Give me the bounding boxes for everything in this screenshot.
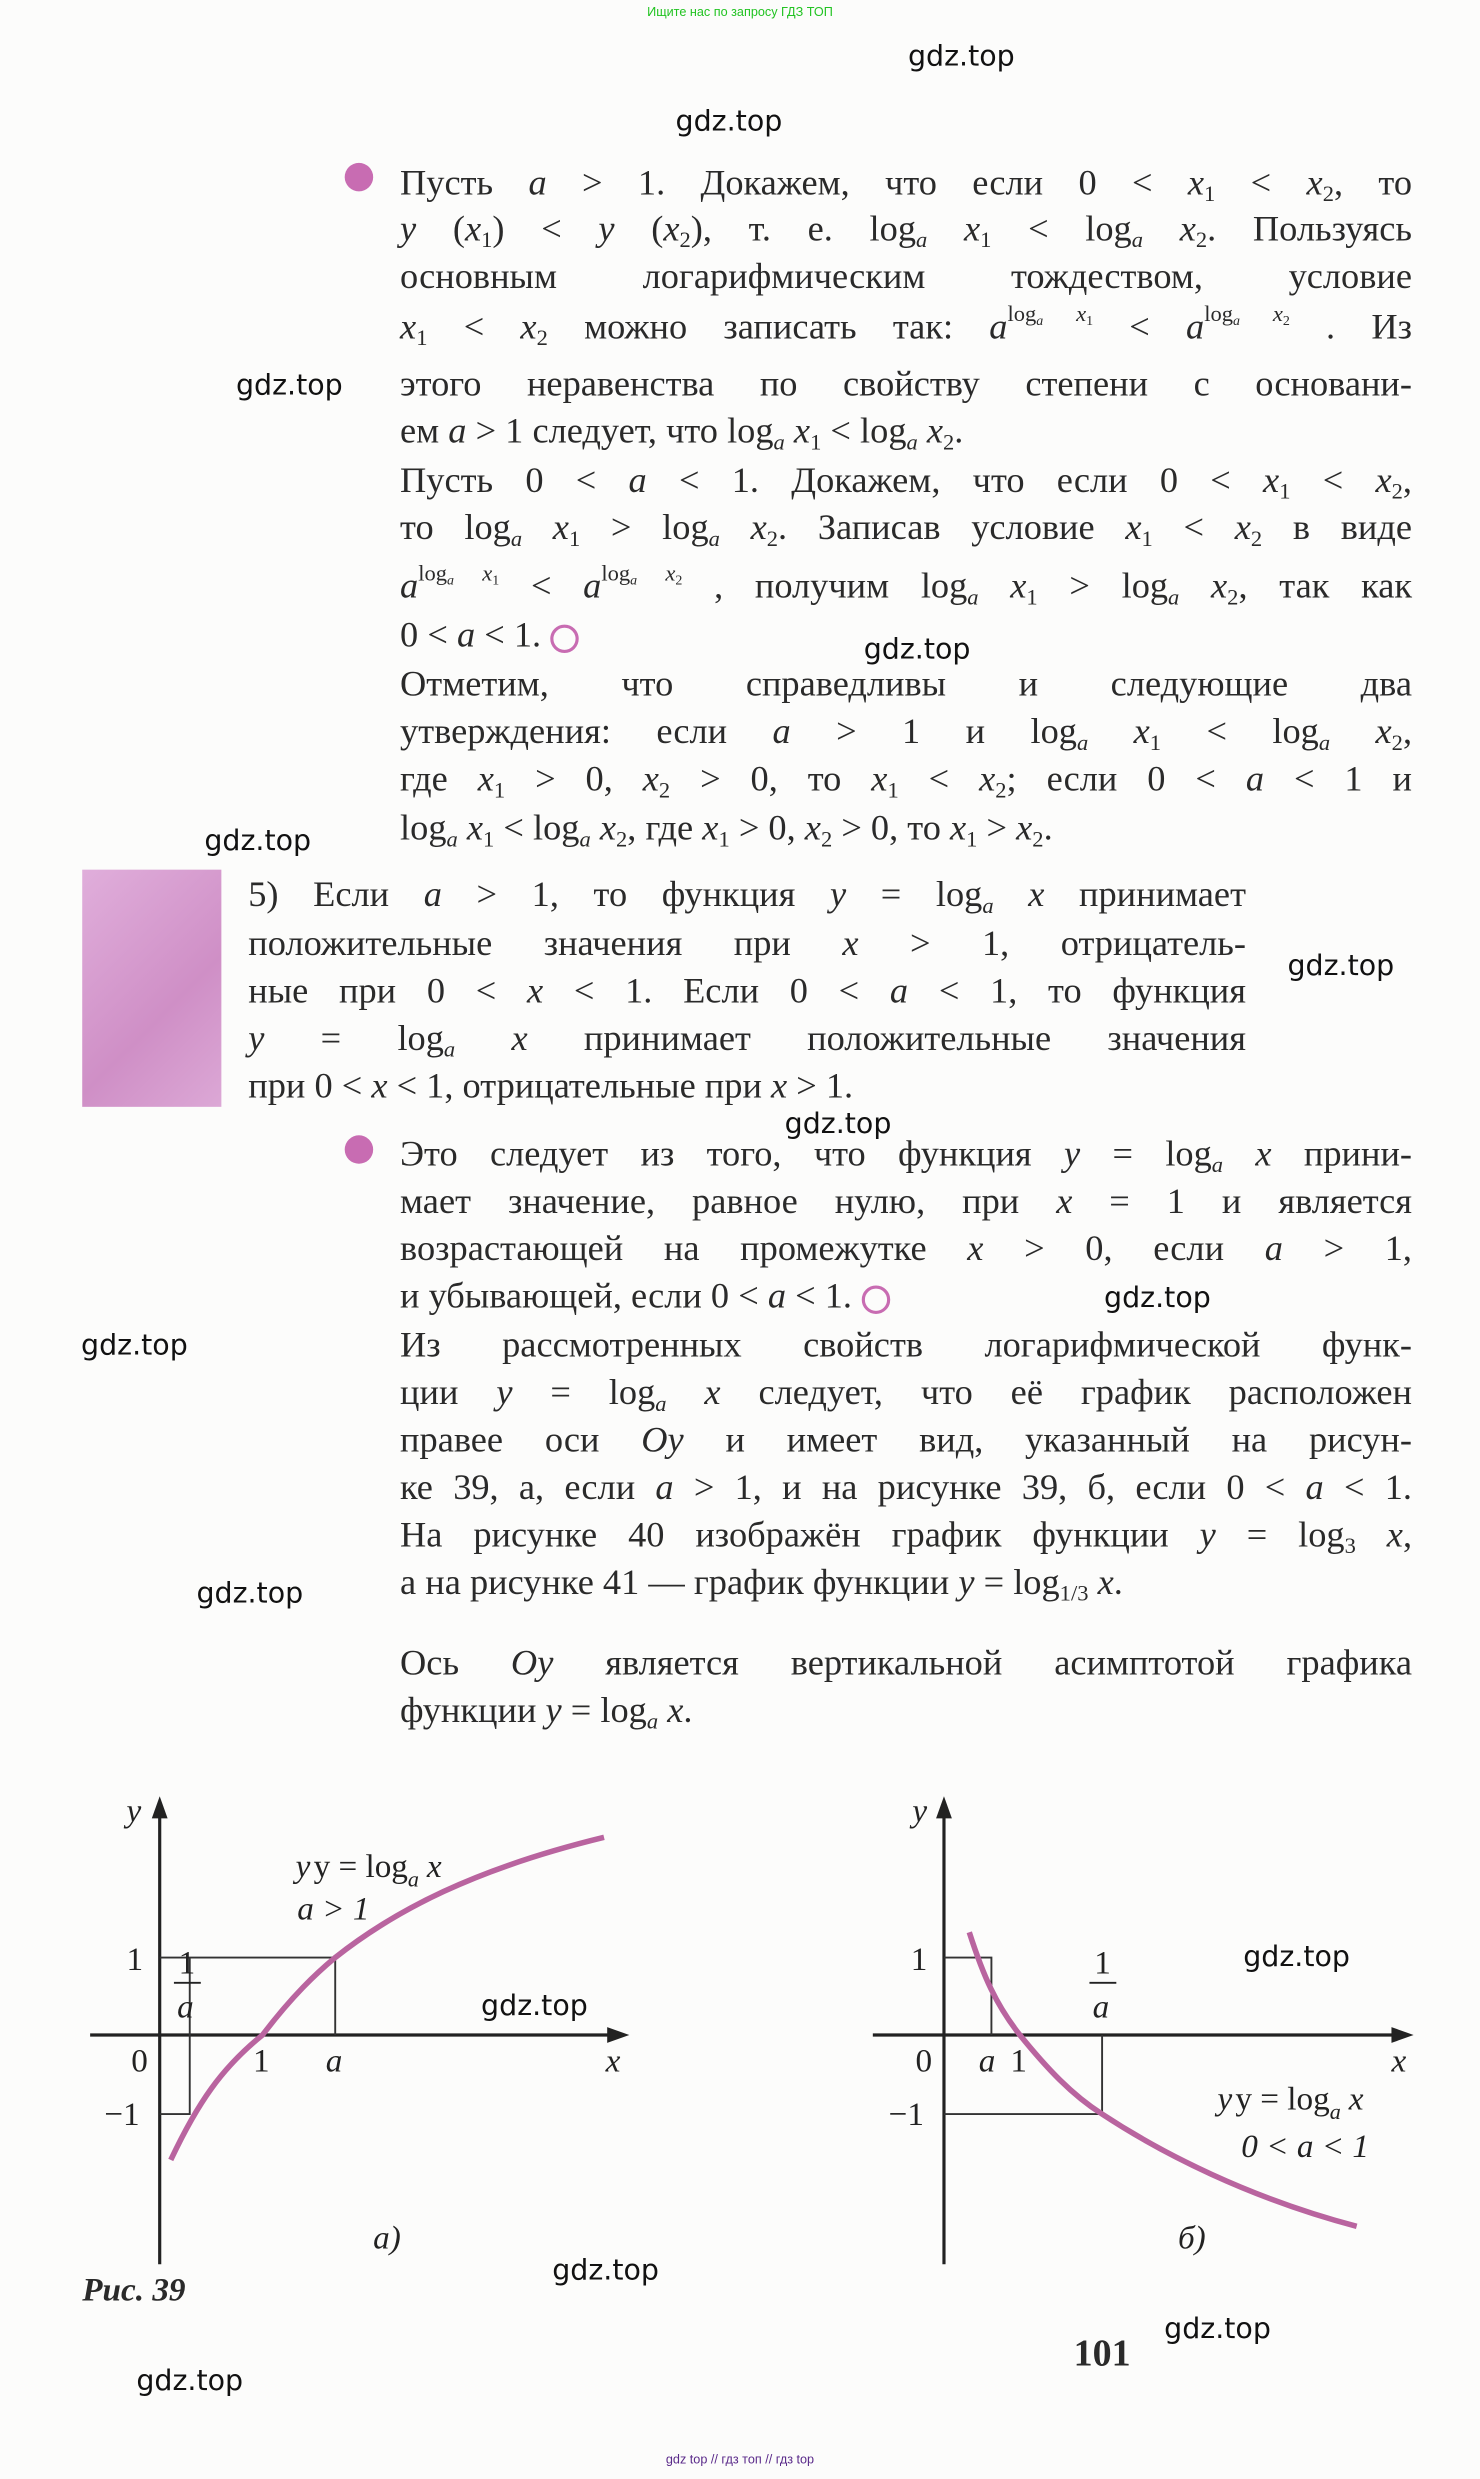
text-line: $\log_a x_1 < \log_a x_2$, где $x_1 > 0$, $x_2 > 0$, то $x_1 > x_2$. bbox=[400, 807, 1053, 853]
text-line: ции $y = \log_a x$ следует, что её график расположен bbox=[400, 1372, 1413, 1418]
watermark-text: gdz.top bbox=[552, 2254, 659, 2288]
watermark-text: gdz.top bbox=[196, 1577, 304, 1611]
text-line: 0 < a < 1. bbox=[400, 612, 1412, 659]
watermark-text: gdz.top bbox=[907, 40, 1015, 74]
graph-a-label: а) bbox=[373, 2219, 401, 2257]
footer-banner[interactable]: gdz top // гдз топ // гдз top bbox=[665, 2452, 815, 2467]
graph-b-formula: y $y = \log_a x$ bbox=[1217, 2080, 1364, 2124]
frac-num: 1 bbox=[1094, 1944, 1111, 1982]
watermark-text: gdz.top bbox=[675, 105, 783, 139]
text-line: Из рассмотренных свойств логарифмической функ- bbox=[400, 1325, 1413, 1365]
text-line: ем a > 1 следует, что $\log_a x_1 < \log_a x_2$. bbox=[400, 411, 964, 456]
watermark-text: gdz.top bbox=[784, 1107, 892, 1141]
origin-label: 0 bbox=[915, 2042, 933, 2080]
text-line: Пусть 0 < a < 1. Докажем, что если $0 < x_1 < x_2$, bbox=[400, 460, 1412, 505]
text-line: $y = \log_a x$ принимает положительные значения bbox=[248, 1018, 1246, 1063]
graph-b-condition: 0 < a < 1 bbox=[1241, 2127, 1370, 2165]
text-line: $a^{log_a x_1} < a^{log_a x_2}$ , получим $\log_a x_1 > \log_a x_2$, так как bbox=[400, 561, 1413, 611]
text-line: ке 39, а, если a > 1, и на рисунке 39, б, если 0 < a < 1. bbox=[400, 1467, 1413, 1507]
frac-num: 1 bbox=[178, 1944, 196, 1982]
text-line: ные при 0 < x < 1. Если 0 < a < 1, то функция bbox=[248, 970, 1247, 1011]
text-line: На рисунке 40 изображён график функции $y = \log_3 x$, bbox=[400, 1514, 1413, 1560]
text-line: где $x_1 > 0$, $x_2 > 0$, то $x_1 < x_2$; если 0 < a < 1 и bbox=[400, 758, 1413, 804]
text-line: и убывающей, если 0 < a < 1. bbox=[400, 1273, 1412, 1320]
watermark-text: gdz.top bbox=[1104, 1281, 1211, 1315]
tick-x-1: 1 bbox=[252, 2042, 270, 2080]
header-banner[interactable]: Ищите нас по запросу ГДЗ ТОП bbox=[647, 4, 833, 19]
tick-y-1: 1 bbox=[126, 1941, 144, 1979]
watermark-text: gdz.top bbox=[81, 1328, 188, 1363]
watermark-text: gdz.top bbox=[481, 1989, 588, 2024]
text-line: Пусть a > 1. Докажем, что если $0 < x_1 < x_2$, то bbox=[400, 162, 1413, 208]
text-line: $x_1 < x_2$ можно записать так: $a^{log_a x_1} < a^{log_a x_2}$ . Из bbox=[400, 302, 1413, 352]
watermark-text: gdz.top bbox=[136, 2364, 244, 2398]
graph-b bbox=[873, 1793, 1414, 2265]
x-axis-arrow-icon bbox=[607, 2027, 629, 2043]
frac-den: a bbox=[177, 1988, 194, 2026]
tick-y-1: 1 bbox=[910, 1941, 928, 1979]
y-axis-arrow-icon bbox=[936, 1796, 952, 1818]
y-axis-label: y bbox=[912, 1792, 928, 1830]
graph-a-condition: a > 1 bbox=[297, 1890, 370, 1928]
x-axis-label: x bbox=[1391, 2042, 1407, 2080]
text-line: утверждения: если a > 1 и $\log_a x_1 < \log_a x_2$, bbox=[400, 711, 1413, 757]
text-line: y $(x_1) < y$ $(x_2)$, т. е. $\log_a x_1 < \log_a x_2$. Пользуясь bbox=[400, 208, 1412, 254]
text-line: а на рисунке 41 — график функции $y = \log_{1/3} x$. bbox=[400, 1562, 1123, 1607]
tick-x-a: a bbox=[978, 2042, 996, 2080]
text-line: то $\log_a x_1 > \log_a x_2$. Записав условие $x_1 < x_2$ в виде bbox=[400, 507, 1413, 553]
watermark-text: gdz.top bbox=[1243, 1940, 1350, 1975]
y-axis-arrow-icon bbox=[152, 1796, 168, 1818]
text-line: положительные значения при x > 1, отрицатель- bbox=[248, 923, 1246, 963]
watermark-text: gdz.top bbox=[235, 369, 343, 403]
text-line: Ось Oy является вертикальной асимптотой графика bbox=[400, 1642, 1413, 1683]
watermark-text: gdz.top bbox=[204, 824, 312, 858]
frac-den: a bbox=[1092, 1988, 1110, 2026]
text-line: правее оси Oy и имеет вид, указанный на рисун- bbox=[400, 1419, 1413, 1460]
text-line: возрастающей на промежутке x > 0, если a > 1, bbox=[400, 1228, 1413, 1269]
tick-y-minus-1: −1 bbox=[888, 2096, 924, 2134]
text-line: этого неравенства по свойству степени с основани- bbox=[400, 363, 1413, 404]
tick-x-a: a bbox=[325, 2042, 343, 2080]
log-curve-decreasing bbox=[969, 1932, 1356, 2226]
text-line: основным логарифмическим тождеством, условие bbox=[400, 256, 1413, 296]
page-number: 101 bbox=[1073, 2333, 1131, 2375]
x-axis-arrow-icon bbox=[1391, 2027, 1413, 2043]
graph-b-label: б) bbox=[1177, 2219, 1206, 2257]
watermark-text: gdz.top bbox=[1164, 2312, 1271, 2346]
tick-x-1: 1 bbox=[1010, 2042, 1027, 2080]
figure-caption: Рис. 39 bbox=[82, 2270, 186, 2309]
text-line: при 0 < x < 1, отрицательные при x > 1. bbox=[248, 1065, 854, 1106]
text-line: мает значение, равное нулю, при x = 1 и является bbox=[400, 1181, 1413, 1221]
x-axis-label: x bbox=[605, 2042, 621, 2080]
text-line: Это следует из того, что функция $y = \log_a x$ прини- bbox=[400, 1133, 1413, 1179]
tick-y-minus-1: −1 bbox=[104, 2096, 140, 2134]
origin-label: 0 bbox=[131, 2042, 148, 2080]
watermark-text: gdz.top bbox=[1287, 949, 1395, 983]
watermark-text: gdz.top bbox=[863, 633, 971, 667]
graph-a-formula: y $y = \log_a x$ bbox=[295, 1847, 442, 1892]
text-line: 5) Если a > 1, то функция $y = \log_a x$ принимает bbox=[248, 874, 1246, 920]
y-axis-label: y bbox=[126, 1792, 142, 1830]
text-line: функции $y = \log_a x$. bbox=[400, 1690, 693, 1735]
graph-a bbox=[90, 1793, 629, 2265]
text-line: Отметим, что справедливы и следующие два bbox=[400, 664, 1413, 704]
